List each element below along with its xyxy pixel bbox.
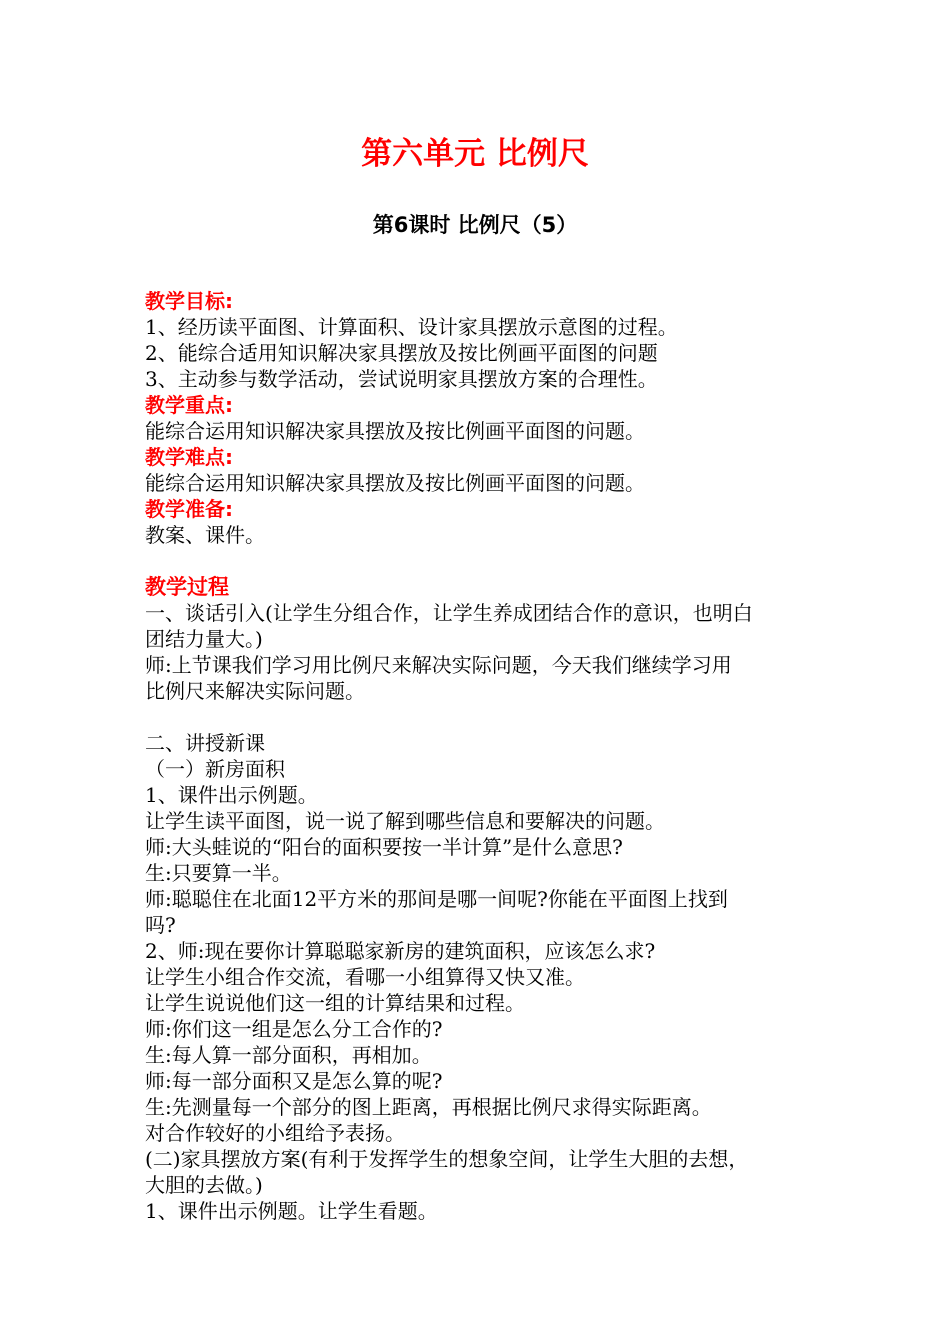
key-points-heading: 教学重点: bbox=[145, 393, 233, 417]
process-line: 生:只要算一半。 bbox=[145, 861, 292, 885]
process-heading: 教学过程 bbox=[145, 575, 229, 599]
preparation-text: 教案、课件。 bbox=[145, 523, 265, 547]
process-line: 师:每一部分面积又是怎么算的呢? bbox=[145, 1069, 443, 1093]
process-line: 2、师:现在要你计算聪聪家新房的建筑面积，应该怎么求? bbox=[145, 939, 656, 963]
process-line: (二)家具摆放方案(有利于发挥学生的想象空间，让学生大胆的去想， bbox=[145, 1147, 749, 1171]
process-line: 让学生读平面图，说一说了解到哪些信息和要解决的问题。 bbox=[145, 809, 665, 833]
section-spacer bbox=[145, 704, 813, 730]
process-line: 大胆的去做。) bbox=[145, 1173, 263, 1197]
process-line: 吗? bbox=[145, 913, 176, 937]
difficulties-heading: 教学难点: bbox=[145, 445, 233, 469]
difficulties-text: 能综合运用知识解决家具摆放及按比例画平面图的问题。 bbox=[145, 471, 645, 495]
process-line: 师:你们这一组是怎么分工合作的? bbox=[145, 1017, 443, 1041]
process-line: 让学生说说他们这一组的计算结果和过程。 bbox=[145, 991, 525, 1015]
lesson-subtitle: 第6课时 比例尺（5） bbox=[372, 213, 578, 237]
objective-item-1: 1、经历读平面图、计算面积、设计家具摆放示意图的过程。 bbox=[145, 315, 678, 339]
process-line: 二、讲授新课 bbox=[145, 731, 265, 755]
preparation-heading: 教学准备: bbox=[145, 497, 233, 521]
key-points-text: 能综合运用知识解决家具摆放及按比例画平面图的问题。 bbox=[145, 419, 645, 443]
objectives-heading: 教学目标: bbox=[145, 289, 233, 313]
process-line: 让学生小组合作交流，看哪一小组算得又快又准。 bbox=[145, 965, 585, 989]
process-line: 对合作较好的小组给予表扬。 bbox=[145, 1121, 405, 1145]
process-line: 生:每人算一部分面积，再相加。 bbox=[145, 1043, 432, 1067]
process-line: 师:聪聪住在北面12平方米的那间是哪一间呢?你能在平面图上找到 bbox=[145, 887, 728, 911]
process-line: 生:先测量每一个部分的图上距离，再根据比例尺求得实际距离。 bbox=[145, 1095, 712, 1119]
process-intro-line: 比例尺来解决实际问题。 bbox=[145, 679, 365, 703]
process-intro-line: 团结力量大。) bbox=[145, 627, 263, 651]
objective-item-2: 2、能综合适用知识解决家具摆放及按比例画平面图的问题 bbox=[145, 341, 658, 365]
process-intro-line: 师:上节课我们学习用比例尺来解决实际问题，今天我们继续学习用 bbox=[145, 653, 732, 677]
unit-title: 第六单元 比例尺 bbox=[361, 136, 589, 172]
process-line: （一）新房面积 bbox=[145, 757, 285, 781]
process-line: 师:大头蛙说的“阳台的面积要按一半计算”是什么意思? bbox=[145, 835, 623, 859]
document-body bbox=[145, 288, 813, 1224]
process-line: 1、课件出示例题。让学生看题。 bbox=[145, 1199, 438, 1223]
process-intro-line: 一、谈话引入(让学生分组合作，让学生养成团结合作的意识，也明白 bbox=[145, 601, 753, 625]
section-spacer bbox=[145, 548, 813, 574]
process-line: 1、课件出示例题。 bbox=[145, 783, 318, 807]
objective-item-3: 3、主动参与数学活动，尝试说明家具摆放方案的合理性。 bbox=[145, 367, 658, 391]
